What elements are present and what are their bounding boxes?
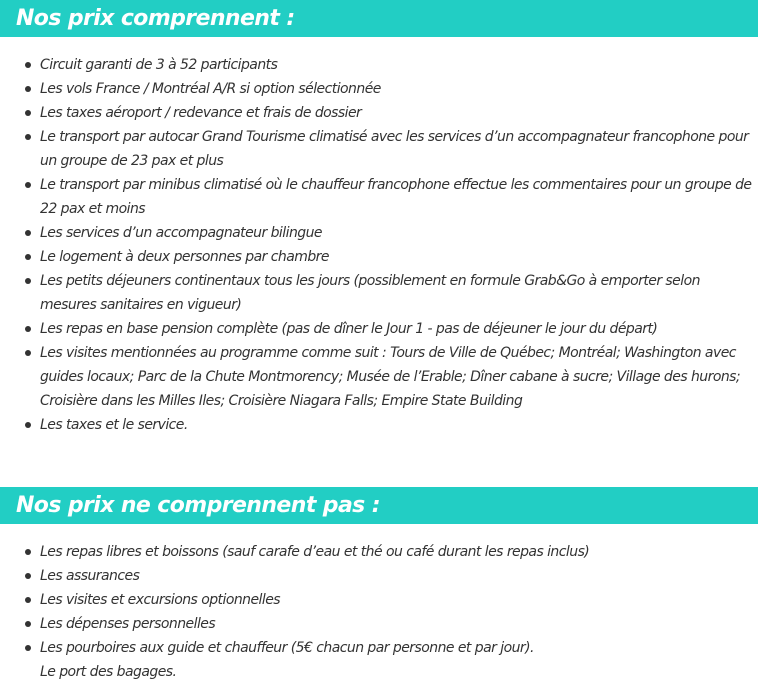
- bullet-icon: [25, 422, 31, 428]
- list-item: [0, 317, 758, 341]
- list-item-text: Les taxes et le service.: [40, 417, 188, 433]
- list-item: [0, 588, 758, 612]
- excluded-section-header: [0, 487, 758, 524]
- bullet-icon: [25, 182, 31, 188]
- list-item-text: Les repas en base pension complète (pas de dîner le Jour 1 - pas de déjeuner le jour du départ): [40, 321, 658, 337]
- list-item: [0, 564, 758, 588]
- bullet-icon: [25, 254, 31, 260]
- bullet-icon: [25, 597, 31, 603]
- list-item: [0, 125, 758, 173]
- included-section-header: [0, 0, 758, 37]
- bullet-icon: [25, 230, 31, 236]
- list-item-text: Le transport par minibus climatisé où le chauffeur francophone effectue les commentaires pour un groupe de 22 pax et moins: [40, 177, 752, 217]
- list-item-text: Les pourboires aux guide et chauffeur (5€ chacun par personne et par jour).: [40, 640, 534, 656]
- list-item-text: Les repas libres et boissons (sauf carafe d’eau et thé ou café durant les repas inclus): [40, 544, 590, 560]
- list-item: [0, 540, 758, 564]
- list-item: [0, 53, 758, 77]
- excluded-heading: Nos prix ne comprennent pas :: [16, 493, 380, 518]
- bullet-icon: [25, 86, 31, 92]
- bullet-icon: [25, 621, 31, 627]
- list-item: [0, 269, 758, 317]
- list-item-text: Les services d’un accompagnateur bilingue: [40, 225, 322, 241]
- list-item-text: Le port des bagages.: [40, 664, 177, 680]
- list-item-text: Circuit garanti de 3 à 52 participants: [40, 57, 278, 73]
- bullet-icon: [25, 549, 31, 555]
- list-item: [0, 221, 758, 245]
- list-item-text: Les dépenses personnelles: [40, 616, 216, 632]
- bullet-icon: [25, 573, 31, 579]
- list-item: [0, 660, 758, 684]
- bullet-icon: [25, 110, 31, 116]
- list-item-text: Le transport par autocar Grand Tourisme climatisé avec les services d’un accompagnateur francophone pour un groupe de 23 pax et plus: [40, 129, 749, 169]
- bullet-icon: [25, 645, 31, 651]
- bullet-icon: [25, 350, 31, 356]
- bullet-icon: [25, 134, 31, 140]
- list-item-text: Les assurances: [40, 568, 140, 584]
- list-item-text: Les taxes aéroport / redevance et frais de dossier: [40, 105, 362, 121]
- bullet-icon: [25, 62, 31, 68]
- included-heading: Nos prix comprennent :: [16, 6, 295, 31]
- bullet-icon: [25, 326, 31, 332]
- list-item: [0, 341, 758, 413]
- list-item: [0, 413, 758, 437]
- list-item-text: Les visites mentionnées au programme comme suit : Tours de Ville de Québec; Montréal; Washington avec guides locaux; Parc de la Chute Montmorency; Musée de l’Erable; Dîner cabane à sucre; Village des hurons; Croisière dans les Milles Iles; Croisière Niagara Falls; Empire State Building: [40, 345, 741, 409]
- list-item: [0, 612, 758, 636]
- list-item-text: Le logement à deux personnes par chambre: [40, 249, 329, 265]
- list-item: [0, 173, 758, 221]
- excluded-list: [0, 540, 758, 684]
- included-list: [0, 53, 758, 437]
- list-item: [0, 636, 758, 660]
- list-item-text: Les vols France / Montréal A/R si option sélectionnée: [40, 81, 381, 97]
- bullet-icon: [25, 278, 31, 284]
- list-item: [0, 245, 758, 269]
- list-item-text: Les visites et excursions optionnelles: [40, 592, 281, 608]
- list-item: [0, 101, 758, 125]
- list-item: [0, 77, 758, 101]
- list-item-text: Les petits déjeuners continentaux tous les jours (possiblement en formule Grab&Go à emporter selon mesures sanitaires en vigueur): [40, 273, 700, 313]
